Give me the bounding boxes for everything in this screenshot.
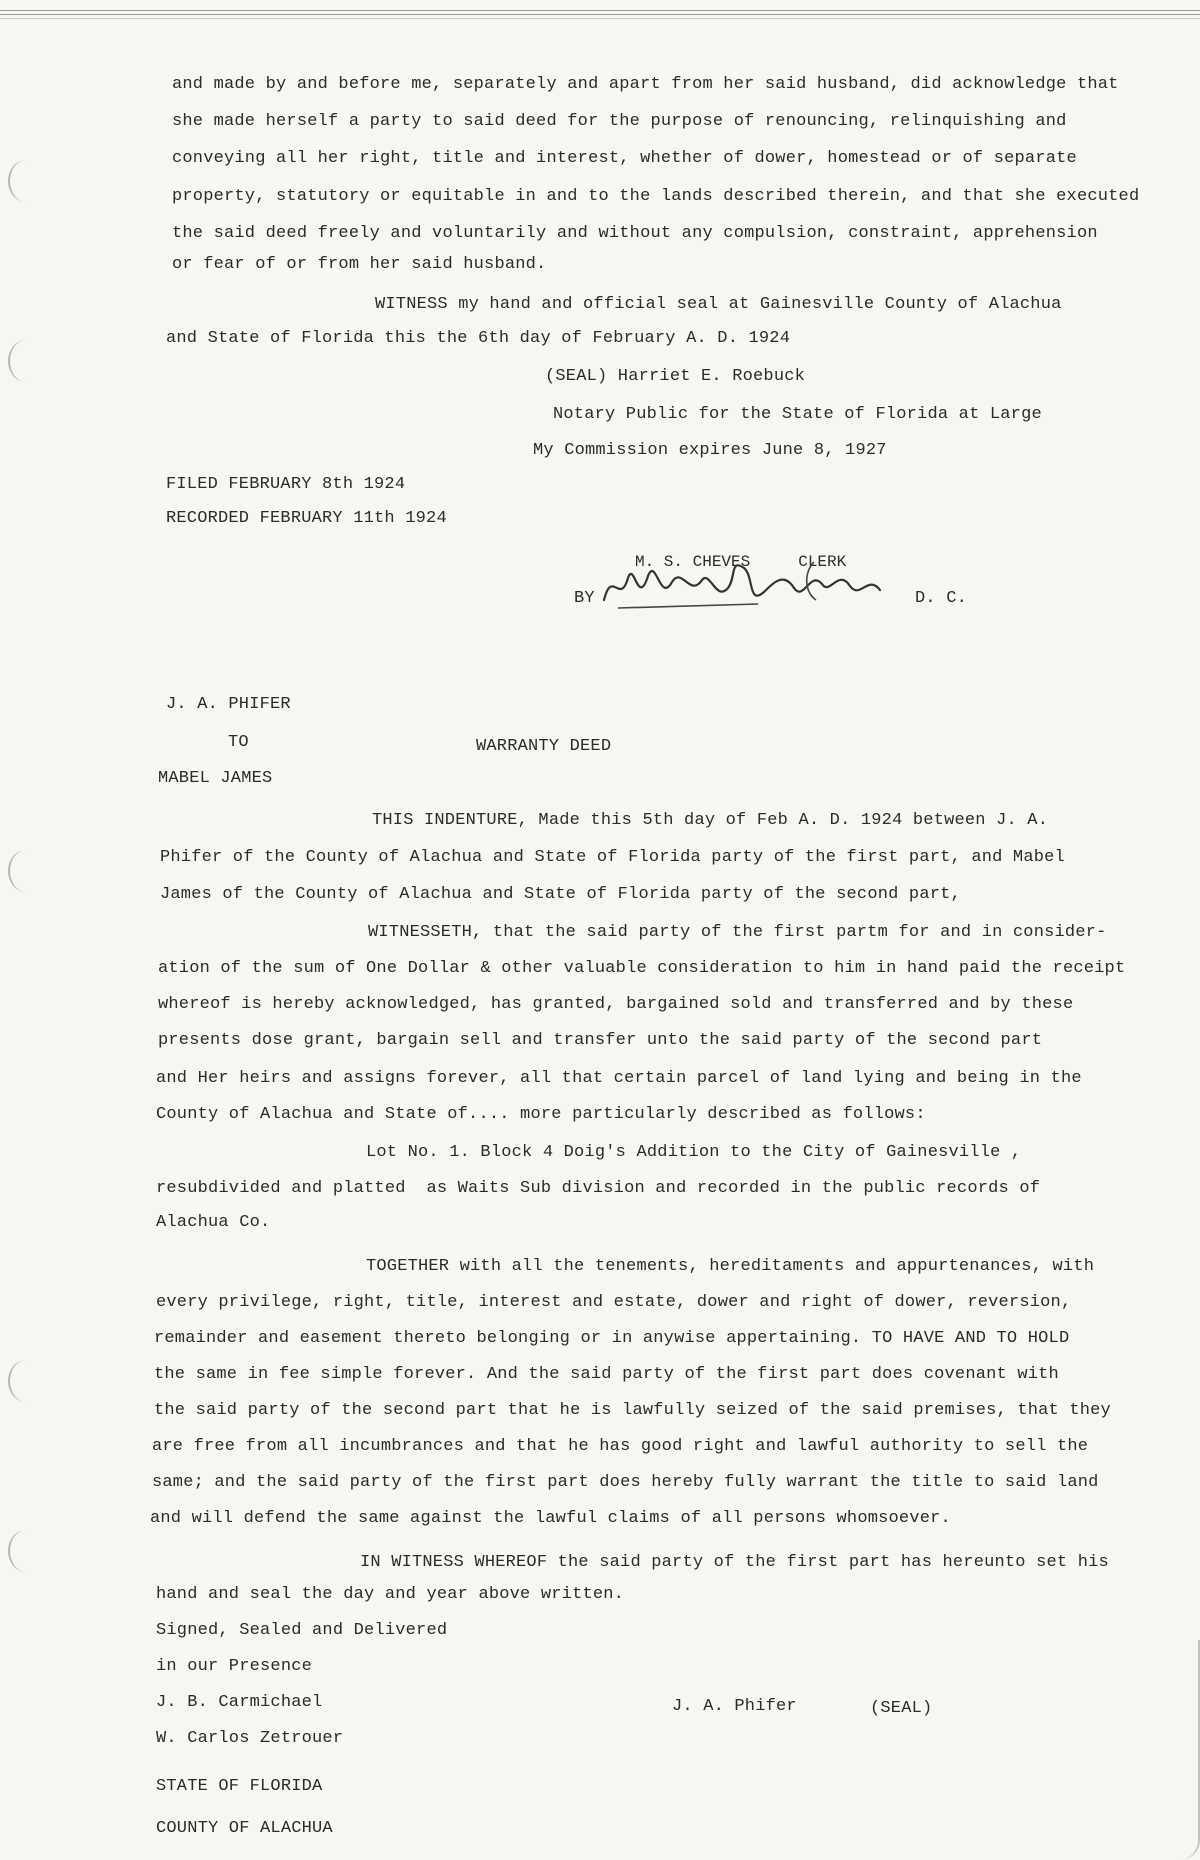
deed-line: and Her heirs and assigns forever, all that certain parcel of land lying and being in the xyxy=(156,1069,1082,1088)
by-label: BY xyxy=(574,589,595,608)
page-curl-edge xyxy=(1180,1640,1200,1860)
deed-line: presents dose grant, bargain sell and transfer unto the said party of the second part xyxy=(158,1031,1043,1050)
deed-line: James of the County of Alachua and State of Florida party of the second part, xyxy=(160,885,961,904)
deed-line: resubdivided and platted as Waits Sub division and recorded in the public records of xyxy=(156,1179,1041,1198)
deputy-clerk-signature xyxy=(598,548,898,618)
ack-line: WITNESS my hand and official seal at Gainesville County of Alachua xyxy=(375,295,1062,314)
deed-title: WARRANTY DEED xyxy=(476,737,612,756)
grantor-name: J. A. PHIFER xyxy=(166,695,291,714)
binder-hole-mark xyxy=(8,1360,44,1402)
deed-line: remainder and easement thereto belonging or in anywise appertaining. TO HAVE AND TO HOLD xyxy=(154,1329,1070,1348)
witness-name: W. Carlos Zetrouer xyxy=(156,1729,344,1748)
ack-line: and made by and before me, separately and apart from her said husband, did acknowledge that xyxy=(172,75,1119,94)
binder-hole-mark xyxy=(8,340,44,382)
recorded-date: RECORDED FEBRUARY 11th 1924 xyxy=(166,509,447,528)
ack-line: property, statutory or equitable in and to the lands described therein, and that she executed xyxy=(172,187,1140,206)
grantee-name: MABEL JAMES xyxy=(158,769,273,788)
deed-line: the said party of the second part that he is lawfully seized of the said premises, that they xyxy=(154,1401,1111,1420)
ack-line: and State of Florida this the 6th day of February A. D. 1924 xyxy=(166,329,791,348)
top-border-line xyxy=(0,10,1200,11)
ack-line: the said deed freely and voluntarily and without any compulsion, constraint, apprehension xyxy=(172,224,1098,243)
deputy-clerk-label: D. C. xyxy=(915,589,968,608)
deed-line: TOGETHER with all the tenements, hereditaments and appurtenances, with xyxy=(366,1257,1095,1276)
deed-line: ation of the sum of One Dollar & other valuable consideration to him in hand paid the receipt xyxy=(158,959,1126,978)
deed-line: are free from all incumbrances and that he has good right and lawful authority to sell the xyxy=(152,1437,1089,1456)
binder-hole-mark xyxy=(8,160,44,202)
deed-line: WITNESSETH, that the said party of the first partm for and in consider- xyxy=(368,923,1107,942)
deed-line: hand and seal the day and year above written. xyxy=(156,1585,625,1604)
top-border-line-2 xyxy=(0,14,1200,15)
deed-line: THIS INDENTURE, Made this 5th day of Feb A. D. 1924 between J. A. xyxy=(372,811,1049,830)
signed-sealed-delivered: Signed, Sealed and Delivered xyxy=(156,1621,448,1640)
top-border-line-3 xyxy=(0,18,1200,19)
deed-line: Alachua Co. xyxy=(156,1213,271,1232)
seal-label: (SEAL) xyxy=(870,1699,933,1718)
deed-line: County of Alachua and State of.... more particularly described as follows: xyxy=(156,1105,926,1124)
binder-hole-mark xyxy=(8,1530,44,1572)
clerk-stamp: M. S. CHEVES CLERK xyxy=(635,553,847,571)
deed-line: every privilege, right, title, interest and estate, dower and right of dower, reversion, xyxy=(156,1293,1072,1312)
to-label: TO xyxy=(228,733,249,752)
ack-line: conveying all her right, title and interest, whether of dower, homestead or of separate xyxy=(172,149,1077,168)
deed-line: and will defend the same against the lawful claims of all persons whomsoever. xyxy=(150,1509,951,1528)
deed-line: whereof is hereby acknowledged, has granted, bargained sold and transferred and by these xyxy=(158,995,1074,1014)
witness-name: J. B. Carmichael xyxy=(156,1693,323,1712)
notary-commission-line: My Commission expires June 8, 1927 xyxy=(533,441,887,460)
deed-line: same; and the said party of the first part does hereby fully warrant the title to said land xyxy=(152,1473,1099,1492)
property-description: Lot No. 1. Block 4 Doig's Addition to the City of Gainesville , xyxy=(366,1143,1022,1162)
binder-hole-mark xyxy=(8,850,44,892)
ack-line: she made herself a party to said deed for the purpose of renouncing, relinquishing and xyxy=(172,112,1067,131)
signer-name: J. A. Phifer xyxy=(672,1697,797,1716)
county-heading: COUNTY OF ALACHUA xyxy=(156,1819,333,1838)
ack-line: or fear of or from her said husband. xyxy=(172,255,547,274)
deed-line: Phifer of the County of Alachua and State of Florida party of the first part, and Mabel xyxy=(160,848,1065,867)
notary-signature-line: (SEAL) Harriet E. Roebuck xyxy=(545,367,806,386)
in-our-presence: in our Presence xyxy=(156,1657,313,1676)
state-heading: STATE OF FLORIDA xyxy=(156,1777,323,1796)
deed-line: the same in fee simple forever. And the said party of the first part does covenant with xyxy=(154,1365,1059,1384)
filed-date: FILED FEBRUARY 8th 1924 xyxy=(166,475,406,494)
deed-line: IN WITNESS WHEREOF the said party of the first part has hereunto set his xyxy=(360,1553,1109,1572)
notary-title-line: Notary Public for the State of Florida at Large xyxy=(553,405,1042,424)
